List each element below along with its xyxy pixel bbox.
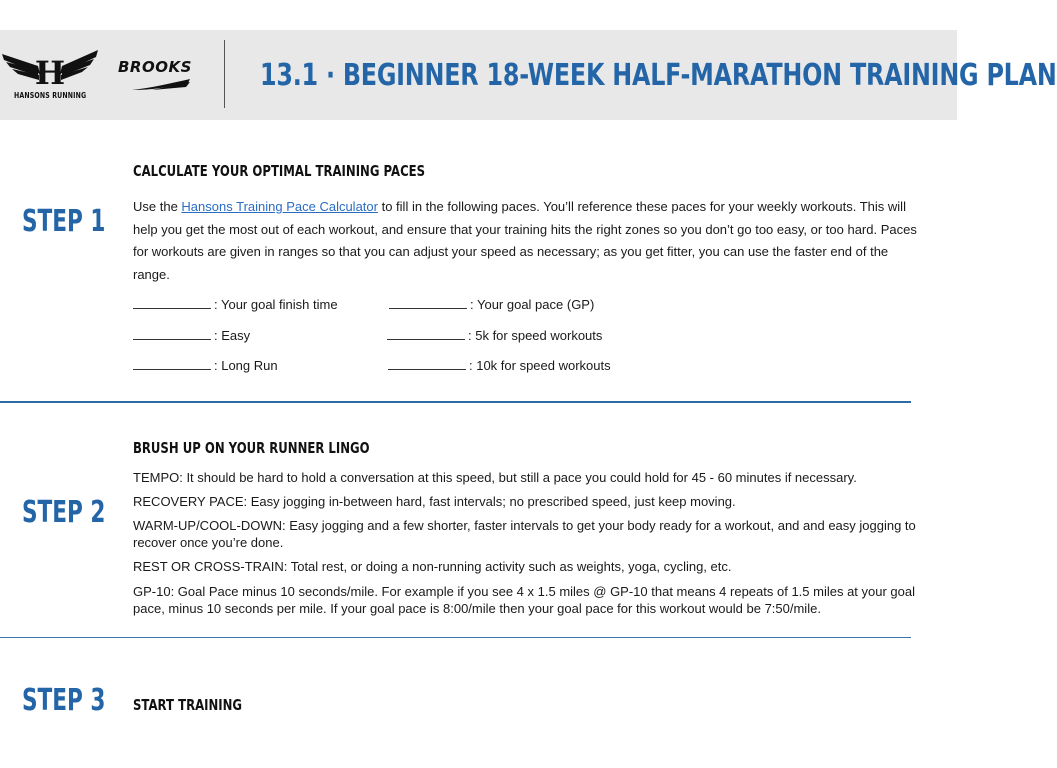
lingo-tempo: TEMPO: It should be hard to hold a conversation at this speed, but still a pace you could hold for 45 - 60 minutes if necessary. xyxy=(133,470,857,485)
blank-goal-pace: : Your goal pace (GP) xyxy=(389,297,594,312)
section-divider xyxy=(0,637,911,638)
pace-calculator-link[interactable]: Hansons Training Pace Calculator xyxy=(181,199,378,214)
lingo-rest-cross-train: REST OR CROSS-TRAIN: Total rest, or doing a non-running activity such as weights, yoga, cycling, etc. xyxy=(133,559,732,574)
brooks-logo xyxy=(118,58,198,98)
step-1-heading: CALCULATE YOUR OPTIMAL TRAINING PACES xyxy=(133,162,426,180)
lingo-warm-up-cool-down: WARM-UP/COOL-DOWN: Easy jogging and a few shorter, faster intervals to get your body ready for a workout, and and easy jogging to recover once you’re done. xyxy=(133,518,916,550)
fill-in-blank[interactable] xyxy=(133,360,211,370)
blank-5k-speed: : 5k for speed workouts xyxy=(387,328,602,343)
section-divider xyxy=(0,401,911,403)
step-1-intro xyxy=(133,196,918,286)
lingo-gp-10: GP-10: Goal Pace minus 10 seconds/mile. For example if you see 4 x 1.5 miles @ GP-10 that means 4 repeats of 1.5 miles at your goal pace, minus 10 seconds per mile. If your goal pace is 8:00/mile then your goal pace for this workout would be 7:50/mile. xyxy=(133,584,916,616)
hansons-logo-text: HANSONS RUNNING xyxy=(14,91,87,100)
blank-long-run: : Long Run xyxy=(133,358,278,373)
step-1-label: STEP 1 xyxy=(22,204,106,239)
hansons-running-logo xyxy=(0,44,100,104)
blank-goal-finish-time: : Your goal finish time xyxy=(133,297,338,312)
blank-10k-speed: : 10k for speed workouts xyxy=(388,358,611,373)
lingo-recovery-pace: RECOVERY PACE: Easy jogging in-between hard, fast intervals; no prescribed speed, just keep moving. xyxy=(133,494,736,509)
step-3-heading: START TRAINING xyxy=(133,696,243,714)
fill-in-blank[interactable] xyxy=(133,330,211,340)
step-2-label: STEP 2 xyxy=(22,495,106,530)
fill-in-blank[interactable] xyxy=(133,299,211,309)
brooks-logo-text: BROOKS xyxy=(118,58,192,76)
page-title: 13.1 · BEGINNER 18-WEEK HALF-MARATHON TRAINING PLAN xyxy=(260,58,1057,93)
winged-h-icon xyxy=(0,44,100,90)
blank-easy: : Easy xyxy=(133,328,250,343)
brooks-swoosh-icon xyxy=(132,78,192,92)
step-3-label: STEP 3 xyxy=(22,683,106,718)
fill-in-blank[interactable] xyxy=(388,360,466,370)
intro-text-rest: to fill in the following paces. You’ll reference these paces for your weekly workouts. This will help you get the most out of each workout, and ensure that your training hits the right zones so you don’t go too easy, or too hard. Paces for workouts are given in ranges so that you can adjust your speed as necessary; as you get fitter, you can use the faster end of the range. xyxy=(133,199,917,282)
page-header xyxy=(0,30,1057,120)
fill-in-blank[interactable] xyxy=(389,299,467,309)
svg-text:H: H xyxy=(34,54,66,92)
header-divider xyxy=(224,40,225,108)
intro-text-start: Use the xyxy=(133,199,182,214)
step-2-heading: BRUSH UP ON YOUR RUNNER LINGO xyxy=(133,439,370,457)
fill-in-blank[interactable] xyxy=(387,330,465,340)
